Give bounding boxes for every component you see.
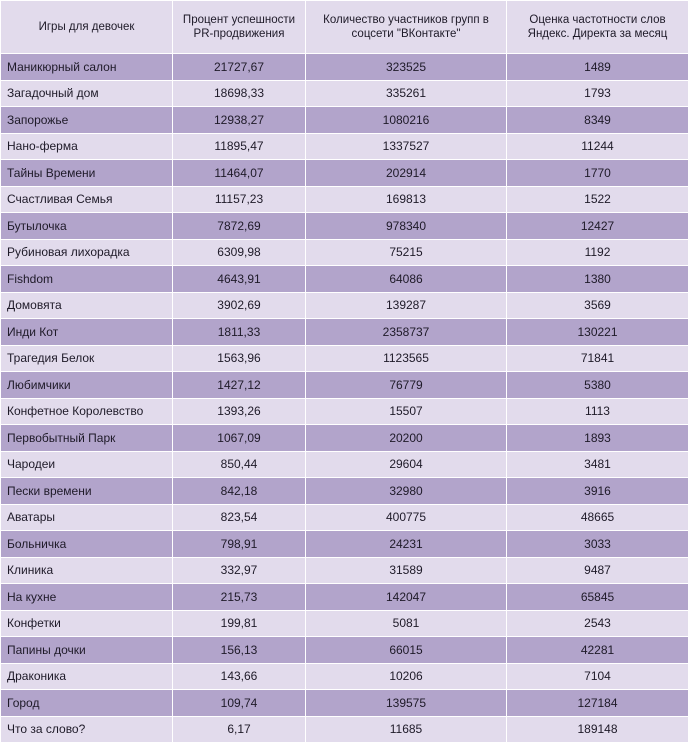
- cell-game-name: Бутылочка: [1, 213, 173, 240]
- cell-game-name: Тайны Времени: [1, 160, 173, 187]
- table-row: [1, 345, 688, 372]
- cell-pr-success: 7872,69: [173, 213, 306, 240]
- header-row: [1, 1, 688, 54]
- cell-yandex-frequency: 2543: [507, 610, 688, 637]
- cell-pr-success: 332,97: [173, 557, 306, 584]
- cell-yandex-frequency: 8349: [507, 107, 688, 134]
- table-row: [1, 716, 688, 743]
- cell-game-name: Маникюрный салон: [1, 54, 173, 81]
- cell-game-name: На кухне: [1, 584, 173, 611]
- cell-pr-success: 3902,69: [173, 292, 306, 319]
- cell-vk-members: 11685: [306, 716, 507, 743]
- cell-pr-success: 21727,67: [173, 54, 306, 81]
- table-row: [1, 372, 688, 399]
- table-row: [1, 292, 688, 319]
- cell-vk-members: 1080216: [306, 107, 507, 134]
- cell-yandex-frequency: 71841: [507, 345, 688, 372]
- cell-vk-members: 32980: [306, 478, 507, 505]
- cell-game-name: Конфетки: [1, 610, 173, 637]
- table-row: [1, 690, 688, 717]
- table-row: [1, 80, 688, 107]
- cell-game-name: Папины дочки: [1, 637, 173, 664]
- cell-game-name: Трагедия Белок: [1, 345, 173, 372]
- cell-vk-members: 139287: [306, 292, 507, 319]
- cell-yandex-frequency: 1113: [507, 398, 688, 425]
- cell-game-name: Драконика: [1, 663, 173, 690]
- cell-game-name: Счастливая Семья: [1, 186, 173, 213]
- table-body: [1, 54, 688, 743]
- cell-game-name: Домовята: [1, 292, 173, 319]
- cell-vk-members: 5081: [306, 610, 507, 637]
- table-row: [1, 531, 688, 558]
- cell-game-name: Инди Кот: [1, 319, 173, 346]
- cell-game-name: Рубиновая лихорадка: [1, 239, 173, 266]
- cell-pr-success: 1811,33: [173, 319, 306, 346]
- table-row: [1, 425, 688, 452]
- cell-game-name: Что за слово?: [1, 716, 173, 743]
- cell-yandex-frequency: 1770: [507, 160, 688, 187]
- cell-game-name: Нано-ферма: [1, 133, 173, 160]
- cell-game-name: Любимчики: [1, 372, 173, 399]
- header-pr-success: Процент успешности PR-продвижения: [173, 1, 306, 54]
- table-row: [1, 610, 688, 637]
- cell-vk-members: 10206: [306, 663, 507, 690]
- cell-yandex-frequency: 65845: [507, 584, 688, 611]
- cell-pr-success: 6,17: [173, 716, 306, 743]
- cell-vk-members: 31589: [306, 557, 507, 584]
- cell-game-name: Больничка: [1, 531, 173, 558]
- cell-yandex-frequency: 12427: [507, 213, 688, 240]
- cell-yandex-frequency: 3916: [507, 478, 688, 505]
- cell-vk-members: 15507: [306, 398, 507, 425]
- cell-vk-members: 202914: [306, 160, 507, 187]
- cell-pr-success: 12938,27: [173, 107, 306, 134]
- cell-pr-success: 1427,12: [173, 372, 306, 399]
- cell-pr-success: 156,13: [173, 637, 306, 664]
- cell-yandex-frequency: 9487: [507, 557, 688, 584]
- cell-vk-members: 75215: [306, 239, 507, 266]
- cell-yandex-frequency: 11244: [507, 133, 688, 160]
- cell-vk-members: 978340: [306, 213, 507, 240]
- cell-game-name: Город: [1, 690, 173, 717]
- cell-pr-success: 11157,23: [173, 186, 306, 213]
- cell-game-name: Чародеи: [1, 451, 173, 478]
- cell-yandex-frequency: 1380: [507, 266, 688, 293]
- cell-pr-success: 11464,07: [173, 160, 306, 187]
- cell-vk-members: 66015: [306, 637, 507, 664]
- table-row: [1, 557, 688, 584]
- cell-vk-members: 2358737: [306, 319, 507, 346]
- cell-yandex-frequency: 127184: [507, 690, 688, 717]
- cell-vk-members: 20200: [306, 425, 507, 452]
- cell-yandex-frequency: 5380: [507, 372, 688, 399]
- cell-yandex-frequency: 42281: [507, 637, 688, 664]
- cell-vk-members: 76779: [306, 372, 507, 399]
- table-row: [1, 186, 688, 213]
- cell-pr-success: 215,73: [173, 584, 306, 611]
- cell-pr-success: 842,18: [173, 478, 306, 505]
- cell-pr-success: 18698,33: [173, 80, 306, 107]
- cell-game-name: Конфетное Королевство: [1, 398, 173, 425]
- cell-vk-members: 142047: [306, 584, 507, 611]
- cell-yandex-frequency: 48665: [507, 504, 688, 531]
- cell-vk-members: 323525: [306, 54, 507, 81]
- cell-vk-members: 139575: [306, 690, 507, 717]
- cell-game-name: Пески времени: [1, 478, 173, 505]
- cell-yandex-frequency: 3569: [507, 292, 688, 319]
- cell-yandex-frequency: 1893: [507, 425, 688, 452]
- cell-pr-success: 1393,26: [173, 398, 306, 425]
- header-yandex-frequency: Оценка частотности слов Яндекс. Директа за месяц: [507, 1, 688, 54]
- table-row: [1, 451, 688, 478]
- cell-yandex-frequency: 1522: [507, 186, 688, 213]
- cell-game-name: Клиника: [1, 557, 173, 584]
- table-row: [1, 266, 688, 293]
- cell-pr-success: 850,44: [173, 451, 306, 478]
- cell-yandex-frequency: 1793: [507, 80, 688, 107]
- header-vk-members: Количество участников групп в соцсети "ВКонтакте": [306, 1, 507, 54]
- table-row: [1, 239, 688, 266]
- cell-yandex-frequency: 3481: [507, 451, 688, 478]
- cell-vk-members: 64086: [306, 266, 507, 293]
- table-row: [1, 160, 688, 187]
- table-row: [1, 637, 688, 664]
- cell-vk-members: 24231: [306, 531, 507, 558]
- cell-yandex-frequency: 7104: [507, 663, 688, 690]
- cell-pr-success: 1563,96: [173, 345, 306, 372]
- table-row: [1, 584, 688, 611]
- cell-vk-members: 169813: [306, 186, 507, 213]
- table-row: [1, 133, 688, 160]
- table-row: [1, 398, 688, 425]
- cell-vk-members: 1123565: [306, 345, 507, 372]
- cell-yandex-frequency: 1489: [507, 54, 688, 81]
- cell-pr-success: 143,66: [173, 663, 306, 690]
- table-row: [1, 213, 688, 240]
- table-row: [1, 319, 688, 346]
- cell-yandex-frequency: 1192: [507, 239, 688, 266]
- cell-vk-members: 1337527: [306, 133, 507, 160]
- cell-pr-success: 4643,91: [173, 266, 306, 293]
- table-row: [1, 504, 688, 531]
- cell-game-name: Загадочный дом: [1, 80, 173, 107]
- header-games: Игры для девочек: [1, 1, 173, 54]
- cell-yandex-frequency: 130221: [507, 319, 688, 346]
- cell-game-name: Аватары: [1, 504, 173, 531]
- cell-vk-members: 400775: [306, 504, 507, 531]
- table-row: [1, 107, 688, 134]
- cell-pr-success: 1067,09: [173, 425, 306, 452]
- table-row: [1, 54, 688, 81]
- cell-pr-success: 798,91: [173, 531, 306, 558]
- cell-pr-success: 199,81: [173, 610, 306, 637]
- cell-vk-members: 335261: [306, 80, 507, 107]
- cell-pr-success: 11895,47: [173, 133, 306, 160]
- table-row: [1, 663, 688, 690]
- cell-game-name: Fishdom: [1, 266, 173, 293]
- cell-yandex-frequency: 189148: [507, 716, 688, 743]
- cell-game-name: Первобытный Парк: [1, 425, 173, 452]
- table-row: [1, 478, 688, 505]
- cell-pr-success: 823,54: [173, 504, 306, 531]
- table-header: [1, 1, 688, 54]
- cell-pr-success: 6309,98: [173, 239, 306, 266]
- cell-pr-success: 109,74: [173, 690, 306, 717]
- cell-game-name: Запорожье: [1, 107, 173, 134]
- cell-yandex-frequency: 3033: [507, 531, 688, 558]
- cell-vk-members: 29604: [306, 451, 507, 478]
